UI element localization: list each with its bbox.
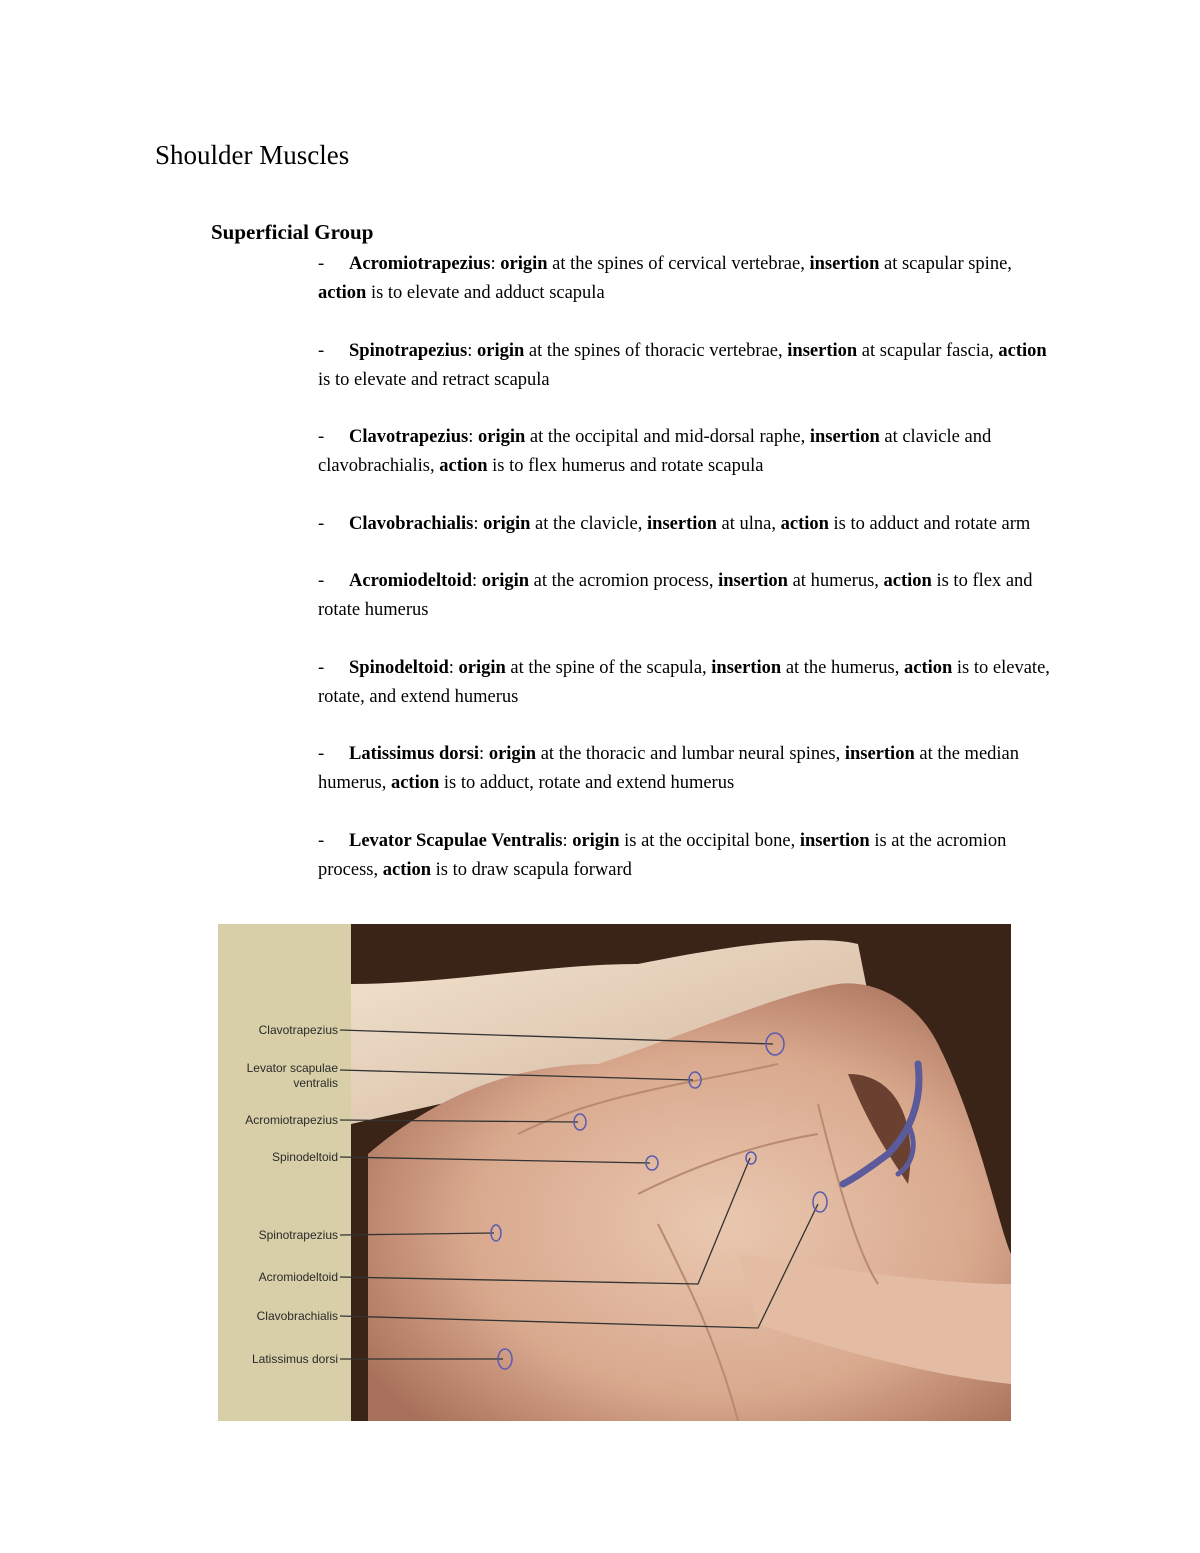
insertion-label: insertion bbox=[799, 830, 870, 851]
insertion-text: at ulna, bbox=[721, 513, 776, 534]
origin-text: at the occipital and mid-dorsal raphe, bbox=[529, 427, 806, 447]
insertion-label: insertion bbox=[787, 340, 858, 361]
origin-label: origin bbox=[488, 744, 537, 764]
muscle-name: Levator Scapulae Ventralis bbox=[349, 830, 563, 851]
muscle-name: Spinotrapezius bbox=[349, 340, 468, 361]
action-label: action bbox=[318, 283, 367, 303]
insertion-text: at clavicle and clavobrachialis, bbox=[318, 427, 992, 476]
section-heading: Superficial Group bbox=[211, 220, 374, 244]
origin-text: at the spines of cervical vertebrae, bbox=[552, 254, 805, 274]
action-text: is to elevate and adduct scapula bbox=[370, 283, 605, 303]
label-spinodeltoid: Spinodeltoid bbox=[271, 1150, 338, 1164]
origin-label: origin bbox=[477, 427, 526, 447]
muscle-name: Acromiodeltoid bbox=[349, 571, 472, 591]
muscle-name: Acromiotrapezius bbox=[349, 254, 491, 274]
insertion-label: insertion bbox=[711, 657, 782, 678]
insertion-text: at the humerus, bbox=[785, 657, 900, 678]
insertion-text: at scapular fascia, bbox=[861, 340, 994, 361]
origin-label: origin bbox=[481, 571, 530, 591]
muscle-name: Spinodeltoid bbox=[349, 657, 449, 678]
label-levator-scapulae-1: Levator scapulae bbox=[246, 1061, 338, 1075]
action-label: action bbox=[390, 773, 440, 793]
insertion-label: insertion bbox=[647, 513, 717, 534]
origin-label: origin bbox=[476, 340, 525, 361]
action-text: is to elevate, rotate, and extend humerus bbox=[318, 657, 1050, 707]
entry-dash: - bbox=[318, 744, 325, 764]
muscle-entry: - Acromiotrapezius: origin at the spines of cervical vertebrae, insertion at scapular spine, action is to elevate and adduct scapula bbox=[318, 250, 1058, 308]
insertion-text: at the median humerus, bbox=[318, 744, 1020, 793]
action-text: is to flex humerus and rotate scapula bbox=[492, 456, 764, 476]
action-label: action bbox=[883, 571, 932, 591]
label-latissimus-dorsi: Latissimus dorsi bbox=[251, 1352, 338, 1366]
muscle-name: Latissimus dorsi bbox=[349, 744, 480, 764]
action-text: is to adduct and rotate arm bbox=[833, 513, 1031, 534]
label-clavobrachialis: Clavobrachialis bbox=[256, 1309, 338, 1323]
entry-dash: - bbox=[318, 254, 325, 274]
insertion-label: insertion bbox=[809, 427, 880, 447]
entry-dash: - bbox=[318, 657, 325, 678]
insertion-text: at humerus, bbox=[792, 571, 879, 591]
action-label: action bbox=[780, 513, 829, 534]
label-spinotrapezius: Spinotrapezius bbox=[258, 1228, 338, 1242]
muscle-list bbox=[318, 250, 1058, 913]
entry-dash: - bbox=[318, 830, 325, 851]
insertion-label: insertion bbox=[844, 744, 915, 764]
action-text: is to draw scapula forward bbox=[435, 859, 632, 880]
muscle-entry: - Spinodeltoid: origin at the spine of the scapula, insertion at the humerus, action is to elevate, rotate, and extend humerus bbox=[318, 654, 1058, 712]
action-label: action bbox=[439, 456, 488, 476]
label-acromiodeltoid: Acromiodeltoid bbox=[258, 1270, 338, 1284]
entry-dash: - bbox=[318, 513, 325, 534]
muscle-entry: - Clavobrachialis: origin at the clavicle, insertion at ulna, action is to adduct and rotate arm bbox=[318, 510, 1058, 539]
origin-label: origin bbox=[572, 830, 620, 851]
entry-dash: - bbox=[318, 340, 325, 361]
origin-text: at the clavicle, bbox=[535, 513, 643, 534]
label-clavotrapezius: Clavotrapezius bbox=[258, 1023, 338, 1037]
action-text: is to adduct, rotate and extend humerus bbox=[443, 773, 735, 793]
insertion-label: insertion bbox=[809, 254, 880, 274]
origin-text: at the acromion process, bbox=[533, 571, 714, 591]
label-panel bbox=[218, 924, 351, 1421]
action-label: action bbox=[382, 859, 432, 880]
muscle-entry: - Latissimus dorsi: origin at the thoracic and lumbar neural spines, insertion at the median humerus, action is to adduct, rotate and extend humerus bbox=[318, 740, 1058, 798]
origin-label: origin bbox=[483, 513, 531, 534]
label-acromiotrapezius: Acromiotrapezius bbox=[245, 1113, 338, 1127]
label-levator-scapulae-2: ventralis bbox=[293, 1076, 338, 1090]
origin-label: origin bbox=[500, 254, 548, 274]
muscle-entry: - Spinotrapezius: origin at the spines of thoracic vertebrae, insertion at scapular fascia, action is to elevate and retract scapula bbox=[318, 337, 1058, 395]
origin-text: at the spine of the scapula, bbox=[510, 657, 707, 678]
origin-text: is at the occipital bone, bbox=[624, 830, 796, 851]
origin-text: at the thoracic and lumbar neural spines, bbox=[540, 744, 841, 764]
entry-dash: - bbox=[318, 427, 325, 447]
muscle-entry: - Acromiodeltoid: origin at the acromion process, insertion at humerus, action is to flex and rotate humerus bbox=[318, 567, 1058, 625]
origin-label: origin bbox=[458, 657, 506, 678]
anatomy-photo-svg bbox=[218, 924, 1011, 1421]
action-text: is to flex and rotate humerus bbox=[318, 571, 1033, 620]
muscle-entry: - Clavotrapezius: origin at the occipital and mid-dorsal raphe, insertion at clavicle and clavobrachialis, action is to flex humerus and rotate scapula bbox=[318, 423, 1058, 481]
muscle-name: Clavobrachialis bbox=[349, 513, 474, 534]
action-label: action bbox=[998, 340, 1047, 361]
insertion-text: is at the acromion process, bbox=[318, 830, 1007, 880]
entry-dash: - bbox=[318, 571, 325, 591]
insertion-label: insertion bbox=[718, 571, 788, 591]
origin-text: at the spines of thoracic vertebrae, bbox=[528, 340, 783, 361]
insertion-text: at scapular spine, bbox=[884, 254, 1012, 274]
muscle-entry: - Levator Scapulae Ventralis: origin is at the occipital bone, insertion is at the acromion process, action is to draw scapula forward bbox=[318, 827, 1058, 885]
muscle-name: Clavotrapezius bbox=[349, 427, 469, 447]
page-title: Shoulder Muscles bbox=[155, 140, 350, 170]
action-label: action bbox=[903, 657, 953, 678]
action-text: is to elevate and retract scapula bbox=[318, 369, 550, 390]
anatomy-photo bbox=[218, 924, 1011, 1421]
